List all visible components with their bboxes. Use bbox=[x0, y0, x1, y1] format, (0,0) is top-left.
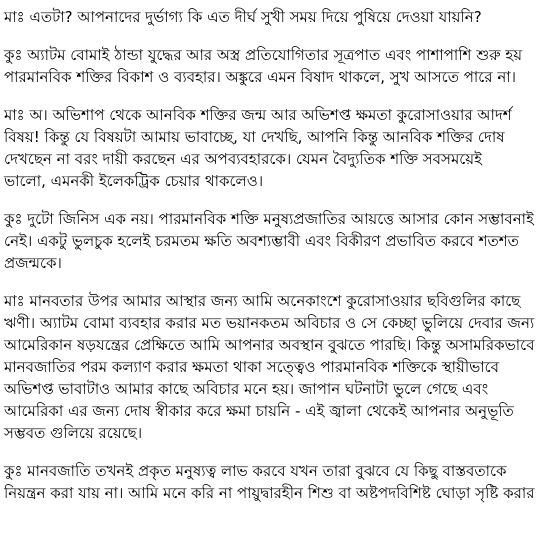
text-line: আমেরিকান ষড়যন্ত্রের প্রেক্ষিতে আমি আপনার অবস্থান বুঝতে পারছি। কিন্তু অসামরিকভাবে bbox=[4, 336, 535, 354]
text-line: মানবজাতির পরম কল্যাণ করার ক্ষমতা থাকা সত্ত্বেও পারমানবিক শক্তিকে স্থায়ীভাবে bbox=[4, 358, 500, 376]
text-line: নিয়ন্ত্রন করা যায় না। আমি মনে করি না পায়ুদ্বারহীন শিশু বা অষ্টপদবিশিষ্ট ঘোড়া সৃষ্টি করার bbox=[4, 484, 535, 502]
text-line: কুঃ দুটো জিনিস এক নয়। পারমানবিক শক্তি মনুষ্যপ্রজাতির আয়ত্তে আসার কোন সম্ভাবনাই bbox=[4, 210, 534, 228]
dialogue-paragraph-4 bbox=[4, 208, 542, 274]
text-line: কুঃ অ্যাটম বোমাই ঠান্ডা যুদ্ধের আর অস্ত্র প্রতিযোগিতার সূত্রপাত এবং পাশাপাশি শুরু হয় bbox=[4, 46, 523, 64]
text-line: মাঃ মানবতার উপর আমার আস্থার জন্য আমি অনেকাংশে কুরোসাওয়ার ছবিগুলির কাছে bbox=[4, 292, 521, 310]
text-line: আমেরিকা এর জন্য দোষ স্বীকার করে ক্ষমা চায়নি - এই জ্বালা থেকেই আপনার অনুভূতি bbox=[4, 402, 514, 420]
dialogue-paragraph-2 bbox=[4, 44, 542, 88]
text-line: দেখছেন না বরং দায়ী করছেন এর অপব্যবহারকে। যেমন বৈদ্যুতিক শক্তি সবসময়েই bbox=[4, 150, 482, 168]
text-line: বিষয়! কিন্তু যে বিষয়টা আমায় ভাবাচ্ছে, যা দেখছি, আপনি কিন্তু আনবিক শক্তির দোষ bbox=[4, 128, 505, 146]
text-line: ভালো, এমনকী ইলেকট্রিক চেয়ার থাকলেও। bbox=[4, 172, 264, 190]
dialogue-paragraph-6 bbox=[4, 460, 542, 504]
text-line: সম্ভবত গুলিয়ে রয়েছে। bbox=[4, 424, 143, 442]
dialogue-paragraph-3 bbox=[4, 104, 542, 192]
text-line: মাঃ এতটা? আপনাদের দুর্ভাগ্য কি এত দীর্ঘ সুখী সময় দিয়ে পুষিয়ে দেওয়া যায়নি? bbox=[4, 8, 482, 26]
dialogue-paragraph-5 bbox=[4, 290, 542, 444]
text-line: প্রজন্মকে। bbox=[4, 254, 62, 272]
text-line: মাঃ অ। অভিশাপ থেকে আনবিক শক্তির জন্ম আর অভিশপ্ত ক্ষমতা কুরোসাওয়ার আদর্শ bbox=[4, 106, 512, 124]
text-line: নেই। একটু ভুলচুক হলেই চরমতম ক্ষতি অবশ্যম্ভাবী এবং বিকীরণ প্রভাবিত করবে শতশত bbox=[4, 232, 519, 250]
text-line: অভিশপ্ত ভাবাটাও আমার কাছে অবিচার মনে হয়। জাপান ঘটনাটা ভুলে গেছে এবং bbox=[4, 380, 489, 398]
text-line: ঋণী। অ্যাটম বোমা ব্যবহার করার মত ভয়ানকতম অবিচার ও সে কেচ্ছা ভুলিয়ে দেবার জন্য bbox=[4, 314, 535, 332]
text-line: পারমানবিক শক্তির বিকাশ ও ব্যবহার। অঙ্কুরে এমন বিষাদ থাকলে, সুখ আসতে পারে না। bbox=[4, 68, 516, 86]
text-line: কুঃ মানবজাতি তখনই প্রকৃত মনুষ্যত্ব লাভ করবে যখন তারা বুঝবে যে কিছু বাস্তবতাকে bbox=[4, 462, 507, 480]
dialogue-paragraph-1 bbox=[4, 6, 542, 28]
